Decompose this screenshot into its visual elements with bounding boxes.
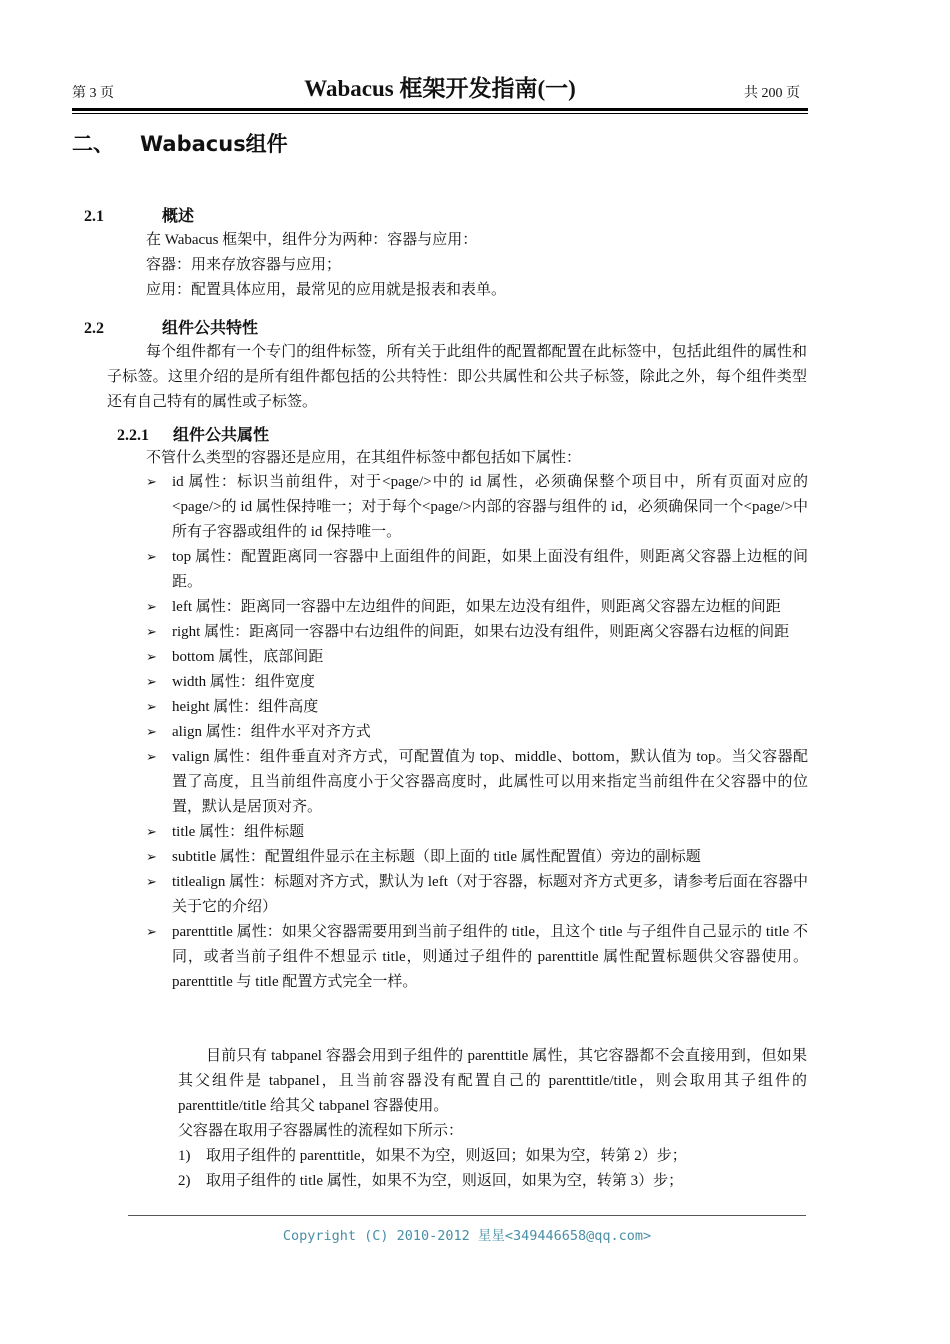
- arrow-bullet-icon: ➢: [146, 725, 157, 740]
- arrow-bullet-icon: ➢: [146, 700, 157, 715]
- list-item: [146, 745, 808, 820]
- arrow-bullet-icon: ➢: [146, 825, 157, 840]
- paragraph-line: 应用：配置具体应用，最常见的应用就是报表和表单。: [146, 282, 507, 298]
- section-heading-2-2: [84, 315, 258, 338]
- chapter-number: 二、: [72, 132, 114, 156]
- list-item-text: id 属性：标识当前组件，对于<page/>中的 id 属性，必须确保整个项目中，所有页面对应的<page/>的 id 属性保持唯一；对于每个<page/>内部的容器与组件的 id，必须确保同一个<page/>中所有子容器或组件的 id 保持唯一。: [172, 474, 808, 540]
- list-item-text: align 属性：组件水平对齐方式: [172, 724, 371, 740]
- list-item-text: top 属性：配置距离同一容器中上面组件的间距，如果上面没有组件，则距离父容器上边框的间距。: [172, 549, 808, 590]
- property-list: [146, 470, 808, 995]
- header-rule-thin: [72, 113, 808, 114]
- document-title: Wabacus 框架开发指南(一): [304, 76, 576, 101]
- section-paragraph: 每个组件都有一个专门的组件标签，所有关于此组件的配置都配置在此标签中，包括此组件的属性和子标签。这里介绍的是所有组件都包括的公共特性：即公共属性和公共子标签，除此之外，每个组件类型还有自己特有的属性或子标签。: [107, 344, 807, 410]
- step-number: 1): [178, 1148, 191, 1164]
- section-title: 概述: [162, 206, 195, 225]
- arrow-bullet-icon: ➢: [146, 600, 157, 615]
- arrow-bullet-icon: ➢: [146, 875, 157, 890]
- list-item: [146, 720, 808, 745]
- flow-intro: 父容器在取用子容器属性的流程如下所示：: [178, 1123, 464, 1139]
- paragraph-line: 容器：用来存放容器与应用；: [146, 257, 342, 273]
- chapter-heading: [72, 128, 288, 158]
- arrow-bullet-icon: ➢: [146, 475, 157, 490]
- step-text: 取用子组件的 parenttitle，如果不为空，则返回；如果为空，转第 2）步；: [206, 1148, 687, 1164]
- section-number: 2.2: [84, 320, 104, 337]
- list-item-text: left 属性：距离同一容器中左边组件的间距，如果左边没有组件，则距离父容器左边框的间距: [172, 599, 781, 615]
- list-item-text: subtitle 属性：配置组件显示在主标题（即上面的 title 属性配置值）旁边的副标题: [172, 849, 701, 865]
- section-number: 2.1: [84, 208, 104, 225]
- step-text: 取用子组件的 title 属性，如果不为空，则返回，如果为空，转第 3）步；: [206, 1173, 684, 1189]
- subsection-intro: 不管什么类型的容器还是应用，在其组件标签中都包括如下属性：: [146, 450, 582, 466]
- arrow-bullet-icon: ➢: [146, 650, 157, 665]
- list-item-text: width 属性：组件宽度: [172, 674, 315, 690]
- list-item: [146, 595, 808, 620]
- arrow-bullet-icon: ➢: [146, 925, 157, 940]
- subsection-heading-2-2-1: [117, 422, 269, 445]
- list-item-text: bottom 属性，底部间距: [172, 649, 324, 665]
- header-rule-thick: [72, 108, 808, 111]
- list-item: [146, 470, 808, 545]
- arrow-bullet-icon: ➢: [146, 675, 157, 690]
- chapter-title: Wabacus组件: [140, 132, 288, 156]
- list-item-text: height 属性：组件高度: [172, 699, 319, 715]
- list-item: [146, 820, 808, 845]
- copyright-footer: Copyright (C) 2010-2012 星星<349446658@qq.com>: [282, 1228, 652, 1244]
- footer-rule: [128, 1215, 806, 1216]
- page-header: [72, 70, 808, 104]
- page-number: 第 3 页: [72, 86, 114, 101]
- list-item: [146, 920, 808, 995]
- paragraph-line: 在 Wabacus 框架中，组件分为两种：容器与应用：: [146, 232, 478, 248]
- list-item-text: titlealign 属性：标题对齐方式，默认为 left（对于容器，标题对齐方式更多，请参考后面在容器中关于它的介绍）: [172, 874, 808, 915]
- list-item: [146, 545, 808, 595]
- arrow-bullet-icon: ➢: [146, 850, 157, 865]
- flow-step: [178, 1169, 683, 1194]
- step-number: 2): [178, 1173, 191, 1189]
- list-item-text: title 属性：组件标题: [172, 824, 305, 840]
- list-item: [146, 645, 808, 670]
- subsection-title: 组件公共属性: [173, 425, 270, 444]
- arrow-bullet-icon: ➢: [146, 625, 157, 640]
- total-pages: 共 200 页: [744, 86, 800, 101]
- list-item: [146, 845, 808, 870]
- list-item: [146, 870, 808, 920]
- section-title: 组件公共特性: [162, 318, 259, 337]
- list-item-text: parenttitle 属性：如果父容器需要用到当前子组件的 title，且这个 title 与子组件自己显示的 title 不同，或者当前子组件不想显示 title，则通过子组件的 parenttitle 属性配置标题供父容器使用。parenttitle 与 title 配置方式完全一样。: [172, 924, 808, 990]
- list-item-text: right 属性：距离同一容器中右边组件的间距，如果右边没有组件，则距离父容器右边框的间距: [172, 624, 790, 640]
- arrow-bullet-icon: ➢: [146, 750, 157, 765]
- list-item-text: valign 属性：组件垂直对齐方式，可配置值为 top、middle、bottom，默认值为 top。当父容器配置了高度，且当前组件高度小于父容器高度时，此属性可以用来指定当前组件在父容器中的位置，默认是居顶对齐。: [172, 749, 808, 815]
- list-item: [146, 620, 808, 645]
- section-heading-2-1: [84, 203, 194, 226]
- note-paragraph: 目前只有 tabpanel 容器会用到子组件的 parenttitle 属性，其它容器都不会直接用到，但如果其父组件是 tabpanel，且当前容器没有配置自己的 parenttitle/title，则会取用其子组件的 parenttitle/title 给其父 tabpanel 容器使用。: [178, 1048, 807, 1114]
- list-item: [146, 695, 808, 720]
- arrow-bullet-icon: ➢: [146, 550, 157, 565]
- flow-step: [178, 1144, 687, 1169]
- subsection-number: 2.2.1: [117, 427, 149, 444]
- list-item: [146, 670, 808, 695]
